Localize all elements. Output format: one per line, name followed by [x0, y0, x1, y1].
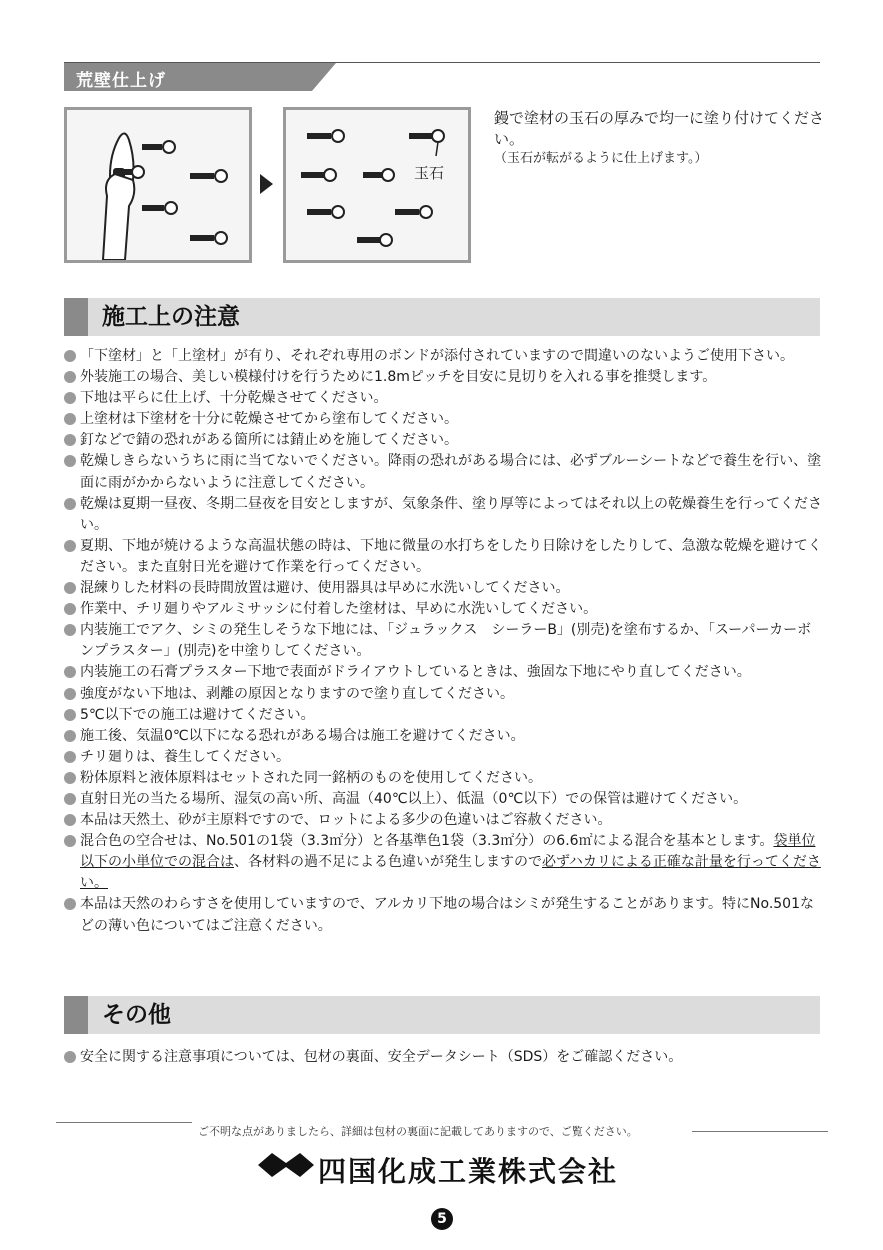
- list-item: 乾燥は夏期一昼夜、冬期二昼夜を目安としますが、気象条件、塗り厚等によってはそれ以上の乾燥養生を行ってください。: [64, 494, 824, 536]
- footer-rule-left: [56, 1122, 192, 1123]
- list-item: 「下塗材」と「上塗材」が有り、それぞれ専用のボンドが添付されていますので間違いのないようご使用下さい。: [64, 346, 824, 367]
- trowel-illustration: [64, 107, 252, 263]
- finish-note: （玉石が転がるように仕上げます。）: [494, 151, 708, 166]
- stone-label: 玉石: [414, 164, 445, 182]
- mixing-text: 、各材料の過不足による色違いが発生しますので: [234, 854, 542, 871]
- other-header-bar: [64, 996, 88, 1034]
- list-item: 内装施工の石膏プラスター下地で表面がドライアウトしているときは、強固な下地にやり直してください。: [64, 662, 824, 683]
- stones-icon: [286, 110, 468, 260]
- company-logo-icon: [258, 1150, 314, 1180]
- list-item: 作業中、チリ廻りやアルミサッシに付着した塗材は、早めに水洗いしてください。: [64, 599, 824, 620]
- list-item: 本品は天然土、砂が主原料ですので、ロットによる多少の色違いはご容赦ください。: [64, 810, 824, 831]
- page-number: 5: [431, 1208, 453, 1230]
- list-item: チリ廻りは、養生してください。: [64, 747, 824, 768]
- list-item: 内装施工でアク、シミの発生しそうな下地には、「ジュラックス シーラーB」(別売)を塗布するか、「スーパーカーボンプラスター」(別売)を中塗りしてください。: [64, 620, 824, 662]
- list-item: 直射日光の当たる場所、湿気の高い所、高温（40℃以上）、低温（0℃以下）での保管は避けてください。: [64, 789, 824, 810]
- other-list-item: 安全に関する注意事項については、包材の裏面、安全データシート（SDS）をご確認ください。: [64, 1047, 840, 1068]
- stones-illustration: [283, 107, 471, 263]
- list-item: 本品は天然のわらすさを使用していますので、アルカリ下地の場合はシミが発生することがあります。特にNo.501などの薄い色についてはご注意ください。: [64, 894, 824, 936]
- precautions-header-bar: [64, 298, 88, 336]
- company-name: 四国化成工業株式会社: [318, 1155, 619, 1188]
- list-item: 上塗材は下塗材を十分に乾燥させてから塗布してください。: [64, 409, 824, 430]
- finish-section-title: 荒壁仕上げ: [76, 71, 166, 91]
- list-item: 粉体原料と液体原料はセットされた同一銘柄のものを使用してください。: [64, 768, 824, 789]
- list-item: 釘などで錆の恐れがある箇所には錆止めを施してください。: [64, 430, 824, 451]
- footer-rule-right: [692, 1131, 828, 1132]
- finish-description: 鏝で塗材の玉石の厚みで均一に塗り付けてください。: [494, 109, 825, 148]
- list-item: 5℃以下での施工は避けてください。: [64, 705, 824, 726]
- mixing-underlined-text: 必ずハカリによる正確な計量を行ってください。: [80, 854, 821, 892]
- arrow-right-icon: [260, 174, 273, 194]
- list-item: 混練りした材料の長時間放置は避け、使用器具は早めに水洗いしてください。: [64, 578, 824, 599]
- list-item: 下地は平らに仕上げ、十分乾燥させてください。: [64, 388, 824, 409]
- list-item-mixing: [64, 831, 824, 894]
- list-item: 強度がない下地は、剥離の原因となりますので塗り直してください。: [64, 684, 824, 705]
- mixing-underlined-text: 袋単位以下の小単位での混合は: [80, 833, 816, 871]
- precautions-title: 施工上の注意: [102, 304, 240, 330]
- list-item: 施工後、気温0℃以下になる恐れがある場合は施工を避けてください。: [64, 726, 824, 747]
- trowel-hand-icon: [67, 110, 249, 260]
- mixing-text: 混合色の空合せは、No.501の1袋（3.3㎡分）と各基準色1袋（3.3㎡分）の6.6㎡による混合を基本とします。: [80, 833, 774, 850]
- precautions-list: [64, 346, 824, 937]
- other-header-background: [64, 996, 820, 1034]
- list-item: 夏期、下地が焼けるような高温状態の時は、下地に微量の水打ちをしたり日除けをしたりして、急激な乾燥を避けてください。また直射日光を避けて作業を行ってください。: [64, 536, 824, 578]
- list-item: 外装施工の場合、美しい模様付けを行うために1.8mピッチを目安に見切りを入れる事を推奨します。: [64, 367, 824, 388]
- list-item: 乾燥しきらないうちに雨に当てないでください。降雨の恐れがある場合には、必ずブルーシートなどで養生を行い、塗面に雨がかからないように注意してください。: [64, 451, 824, 493]
- other-title: その他: [102, 1002, 171, 1028]
- footer-note: ご不明な点がありましたら、詳細は包材の裏面に記載してありますので、ご覧ください。: [198, 1125, 638, 1138]
